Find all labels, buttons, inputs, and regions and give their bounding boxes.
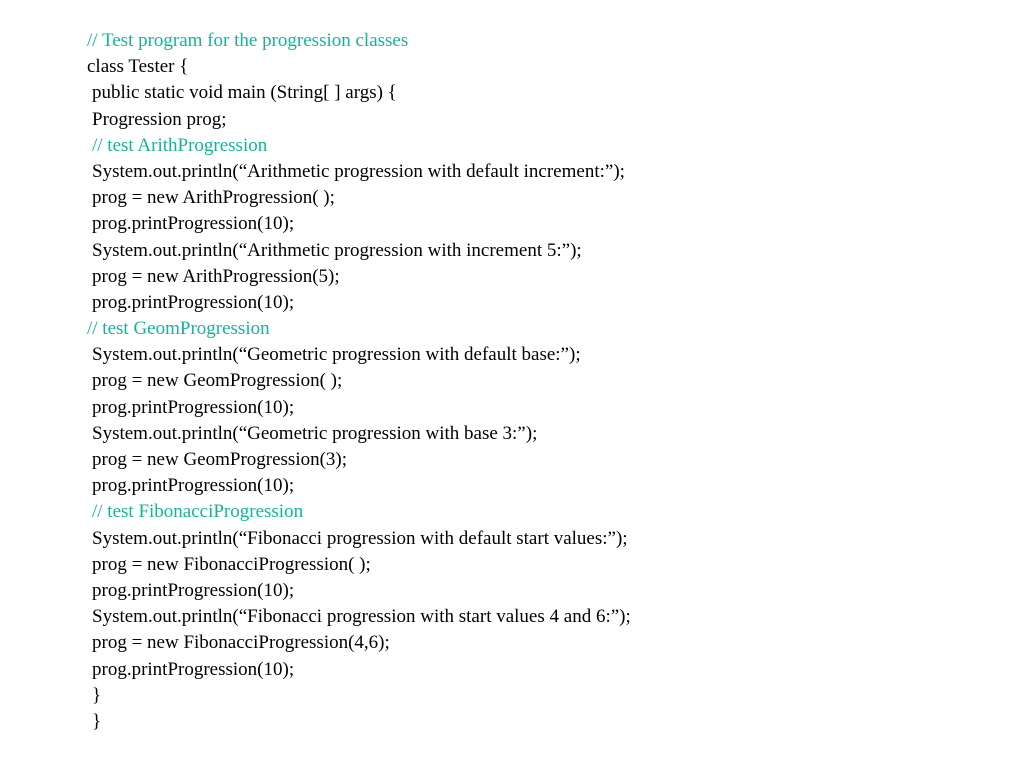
code-line: class Tester { (87, 56, 189, 78)
code-line: System.out.println(“Geometric progression with base 3:”); (92, 422, 538, 444)
code-line: prog.printProgression(10); (92, 658, 295, 680)
code-line: System.out.println(“Arithmetic progression with increment 5:”); (92, 239, 582, 261)
code-line: System.out.println(“Fibonacci progression with default start values:”); (92, 527, 628, 549)
code-line: prog = new ArithProgression(5); (92, 265, 340, 287)
code-line: System.out.println(“Fibonacci progression with start values 4 and 6:”); (92, 606, 631, 628)
code-line: Progression prog; (92, 108, 227, 130)
code-line: prog.printProgression(10); (92, 291, 295, 313)
code-comment-line: // test GeomProgression (87, 318, 270, 340)
code-comment-line: // test FibonacciProgression (92, 501, 304, 523)
code-listing (87, 28, 987, 735)
code-line: prog = new GeomProgression( ); (92, 370, 343, 392)
code-line: prog = new FibonacciProgression(4,6); (92, 632, 390, 654)
code-line: prog.printProgression(10); (92, 213, 295, 235)
closing-brace-line: } (92, 684, 102, 706)
code-line: System.out.println(“Arithmetic progression with default increment:”); (92, 160, 625, 182)
code-line: prog.printProgression(10); (92, 579, 295, 601)
code-line: prog.printProgression(10); (92, 475, 295, 497)
code-line: prog = new ArithProgression( ); (92, 187, 335, 209)
code-line: public static void main (String[ ] args) { (92, 82, 397, 104)
code-line: System.out.println(“Geometric progression with default base:”); (92, 344, 581, 366)
code-line: prog.printProgression(10); (92, 396, 295, 418)
code-comment-line: // test ArithProgression (92, 134, 268, 156)
code-comment-line: // Test program for the progression classes (87, 30, 409, 51)
code-line: prog = new FibonacciProgression( ); (92, 553, 371, 575)
closing-brace-line: } (92, 710, 102, 732)
code-line: prog = new GeomProgression(3); (92, 449, 348, 470)
